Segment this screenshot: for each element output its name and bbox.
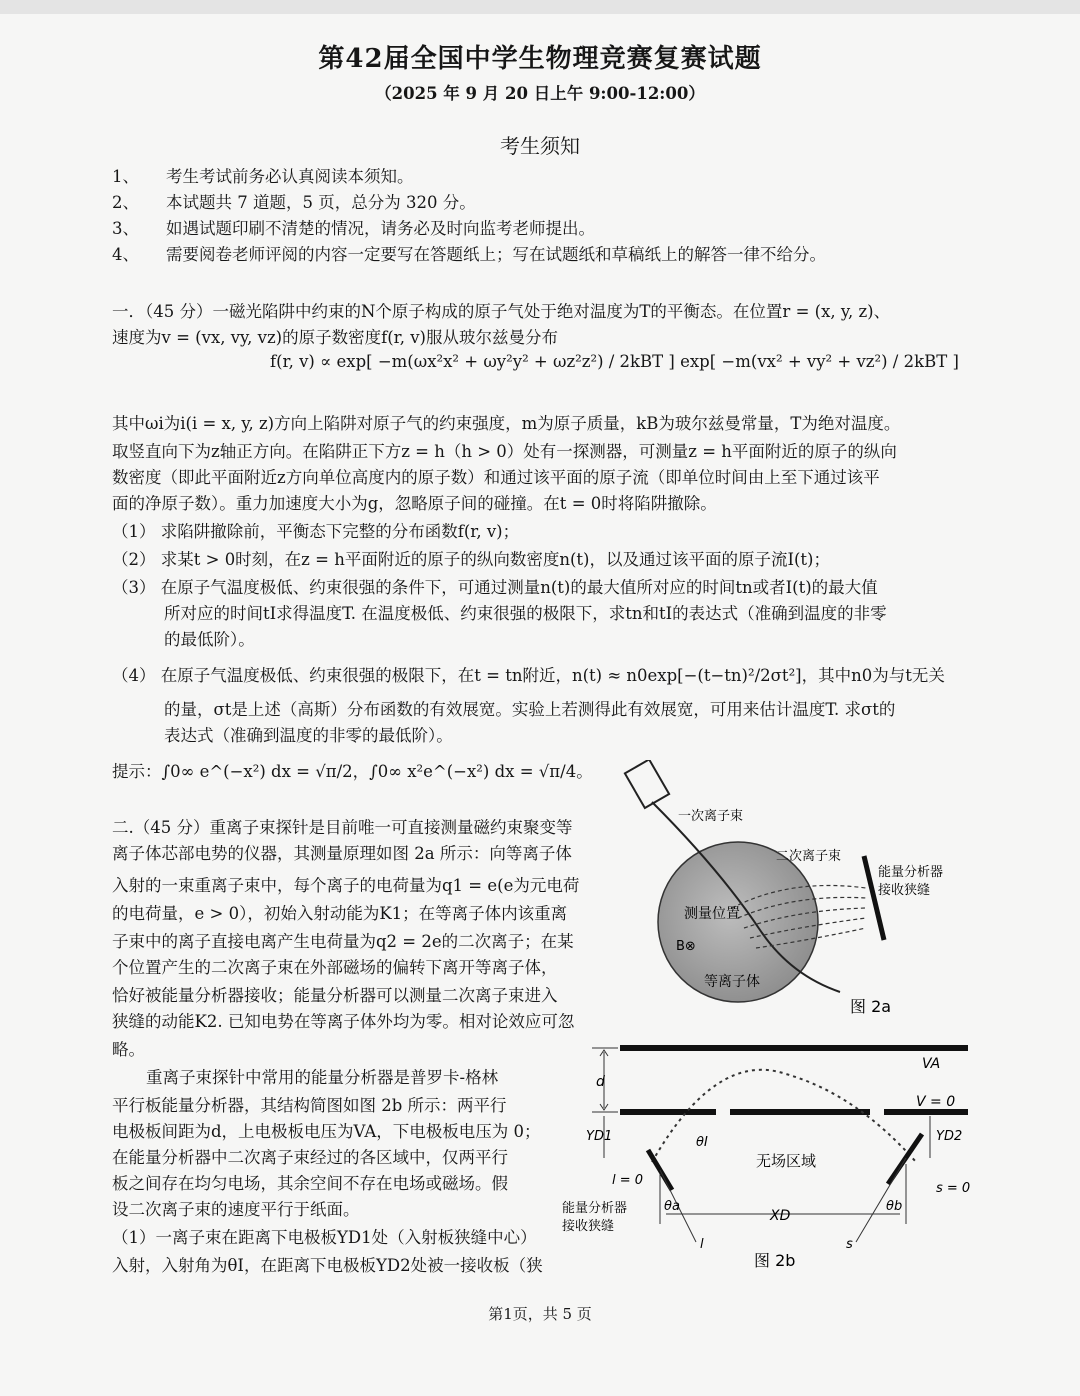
question-1: （1） 求陷阱撤除前，平衡态下完整的分布函数f(r, v)； [112, 522, 520, 541]
label-theta-b: θb [886, 1199, 903, 1214]
problem2-line: 电极板间距为d，上电极板电压为VA，下电极板电压为 0； [112, 1122, 541, 1141]
figure-2b-caption: 图 2b [754, 1251, 796, 1270]
label-s0: s = 0 [936, 1181, 971, 1196]
boltzmann-equation: f(r, v) ∝ exp[ −m(ωx²x² + ωy²y² + ωz²z²) / 2kBT ] exp[ −m(vx² + vy² + vz²) / 2kBT ] [270, 352, 959, 371]
label-analyzer-slit: 接收狭缝 [562, 1219, 615, 1234]
problem2-line: 的电荷量，e > 0），初始入射动能为K1；在等离子体内该重离 [112, 904, 568, 923]
question-4-cont: 的量，σt是上述（高斯）分布函数的有效展宽。实验上若测得此有效展宽，可用来估计温度T. 求σt的 [164, 700, 896, 719]
notice-number: 4、 [112, 245, 139, 264]
notice-text: 考生考试前务必认真阅读本须知。 [166, 167, 414, 186]
label-slit: 接收狭缝 [878, 883, 931, 898]
ion-source [625, 760, 669, 808]
page-title: 第42届全国中学生物理竞赛复赛试题 [318, 44, 762, 74]
problem1-intro: 一．（45 分）一磁光陷阱中约束的N个原子构成的原子气处于绝对温度为T的平衡态。在位置r = (x, y, z)、 [112, 302, 891, 321]
label-field-free: 无场区域 [756, 1152, 817, 1170]
problem2-line: 离子体芯部电势的仪器，其测量原理如图 2a 所示：向等离子体 [112, 844, 572, 863]
question-4-cont: 表达式（准确到温度的非零的最低阶）。 [164, 726, 453, 745]
figure-2b [556, 1034, 976, 1274]
label-secondary-beam: 二次离子束 [776, 849, 842, 864]
label-d: d [596, 1074, 605, 1090]
notice-number: 1、 [112, 167, 139, 186]
notice-item [112, 241, 826, 265]
notice-text: 需要阅卷老师评阅的内容一定要写在答题纸上；写在试题纸和草稿纸上的解答一律不给分。 [166, 245, 826, 264]
question-3: （3） 在原子气温度极低、约束很强的条件下，可通过测量n(t)的最大值所对应的时间tn或者I(t)的最大值 [112, 578, 878, 597]
problem2-line: 入射的一束重离子束中，每个离子的电荷量为q1 = e(e为元电荷 [112, 876, 580, 895]
notice-heading: 考生须知 [500, 134, 580, 158]
label-s: s [846, 1237, 853, 1252]
problem2-line: 恰好被能量分析器接收；能量分析器可以测量二次离子束进入 [112, 986, 558, 1005]
figure-2a-caption: 图 2a [850, 997, 892, 1016]
label-theta-i: θI [696, 1135, 708, 1150]
notice-number: 3、 [112, 219, 139, 238]
notice-text: 如遇试题印刷不清楚的情况，请务必及时向监考老师提出。 [166, 219, 595, 238]
label-analyzer-slit: 能量分析器 [562, 1201, 628, 1216]
label-b-field: B⊗ [676, 939, 696, 954]
label-yd2: YD2 [936, 1129, 963, 1144]
problem1-intro: 速度为v = (vx, vy, vz)的原子数密度f(r, v)服从玻尔兹曼分布 [112, 328, 558, 347]
label-plasma: 等离子体 [704, 974, 760, 990]
problem2-line: 入射，入射角为θI，在距离下电极板YD2处被一接收板（狭 [112, 1256, 543, 1275]
label-xd: XD [770, 1208, 791, 1224]
notice-item [112, 189, 476, 213]
label-analyzer: 能量分析器 [878, 865, 944, 880]
label-primary-beam: 一次离子束 [678, 809, 744, 824]
ion-trajectory [652, 1070, 916, 1162]
problem2-line: 子束中的离子直接电离产生电荷量为q2 = 2e的二次离子；在某 [112, 932, 574, 951]
page-number: 第1页，共 5 页 [488, 1305, 592, 1323]
scan-edge [0, 0, 1080, 14]
label-v0: V = 0 [916, 1094, 956, 1110]
question-4: （4） 在原子气温度极低、约束很强的极限下，在t = tn附近，n(t) ≈ n0exp[−(t−tn)²/2σt²]，其中n0为与t无关 [112, 666, 945, 685]
label-measure-position: 测量位置 [684, 906, 740, 922]
label-yd1: YD1 [586, 1129, 613, 1144]
problem2-line: 板之间存在均匀电场，其余空间不存在电场或磁场。假 [112, 1174, 508, 1193]
notice-number: 2、 [112, 193, 139, 212]
problem2-line: 二.（45 分）重离子束探针是目前唯一可直接测量磁约束聚变等 [112, 818, 573, 837]
problem2-line: 个位置产生的二次离子束在外部磁场的偏转下离开等离子体， [112, 958, 558, 977]
question-3-cont: 的最低阶）。 [164, 630, 255, 649]
notice-item [112, 215, 595, 239]
problem2-line: （1）一离子束在距离下电极板YD1处（入射板狭缝中心） [112, 1228, 537, 1247]
notice-item [112, 163, 414, 187]
notice-text: 本试题共 7 道题，5 页，总分为 320 分。 [166, 193, 476, 212]
integral-hint: 提示：∫0∞ e^(−x²) dx = √π/2，∫0∞ x²e^(−x²) dx = √π/4。 [112, 762, 593, 781]
problem2-line: 狭缝的动能K2. 已知电势在等离子体外均为零。相对论效应可忽 [112, 1012, 575, 1031]
label-l0: l = 0 [612, 1173, 644, 1188]
exam-date: （2025 年 9 月 20 日上午 9:00-12:00） [375, 84, 705, 103]
label-va: VA [922, 1056, 941, 1072]
problem2-line: 重离子束探针中常用的能量分析器是普罗卡-格林 [146, 1068, 499, 1087]
problem1-body: 取竖直向下为z轴正方向。在陷阱正下方z = h（h > 0）处有一探测器，可测量z = h平面附近的原子的纵向 [112, 442, 897, 461]
problem2-line: 设二次离子束的速度平行于纸面。 [112, 1200, 360, 1219]
figure-2a [600, 760, 960, 1020]
problem2-line: 平行板能量分析器，其结构简图如图 2b 所示：两平行 [112, 1096, 507, 1115]
question-2: （2） 求某t > 0时刻，在z = h平面附近的原子的纵向数密度n(t)，以及通过该平面的原子流I(t)； [112, 550, 830, 569]
problem1-body: 面的净原子数）。重力加速度大小为g，忽略原子间的碰撞。在t = 0时将陷阱撤除。 [112, 494, 717, 513]
question-3-cont: 所对应的时间tI求得温度T. 在温度极低、约束很强的极限下，求tn和tI的表达式（准确到温度的非零 [164, 604, 887, 623]
problem2-line: 略。 [112, 1040, 145, 1059]
problem1-body: 数密度（即此平面附近z方向单位高度内的原子数）和通过该平面的原子流（即单位时间由上至下通过该平 [112, 468, 880, 487]
problem1-body: 其中ωi为i(i = x, y, z)方向上陷阱对原子气的约束强度，m为原子质量，kB为玻尔兹曼常量，T为绝对温度。 [112, 414, 901, 433]
label-l: l [700, 1237, 704, 1252]
problem2-line: 在能量分析器中二次离子束经过的各区域中，仅两平行 [112, 1148, 508, 1167]
label-theta-a: θa [664, 1199, 680, 1214]
